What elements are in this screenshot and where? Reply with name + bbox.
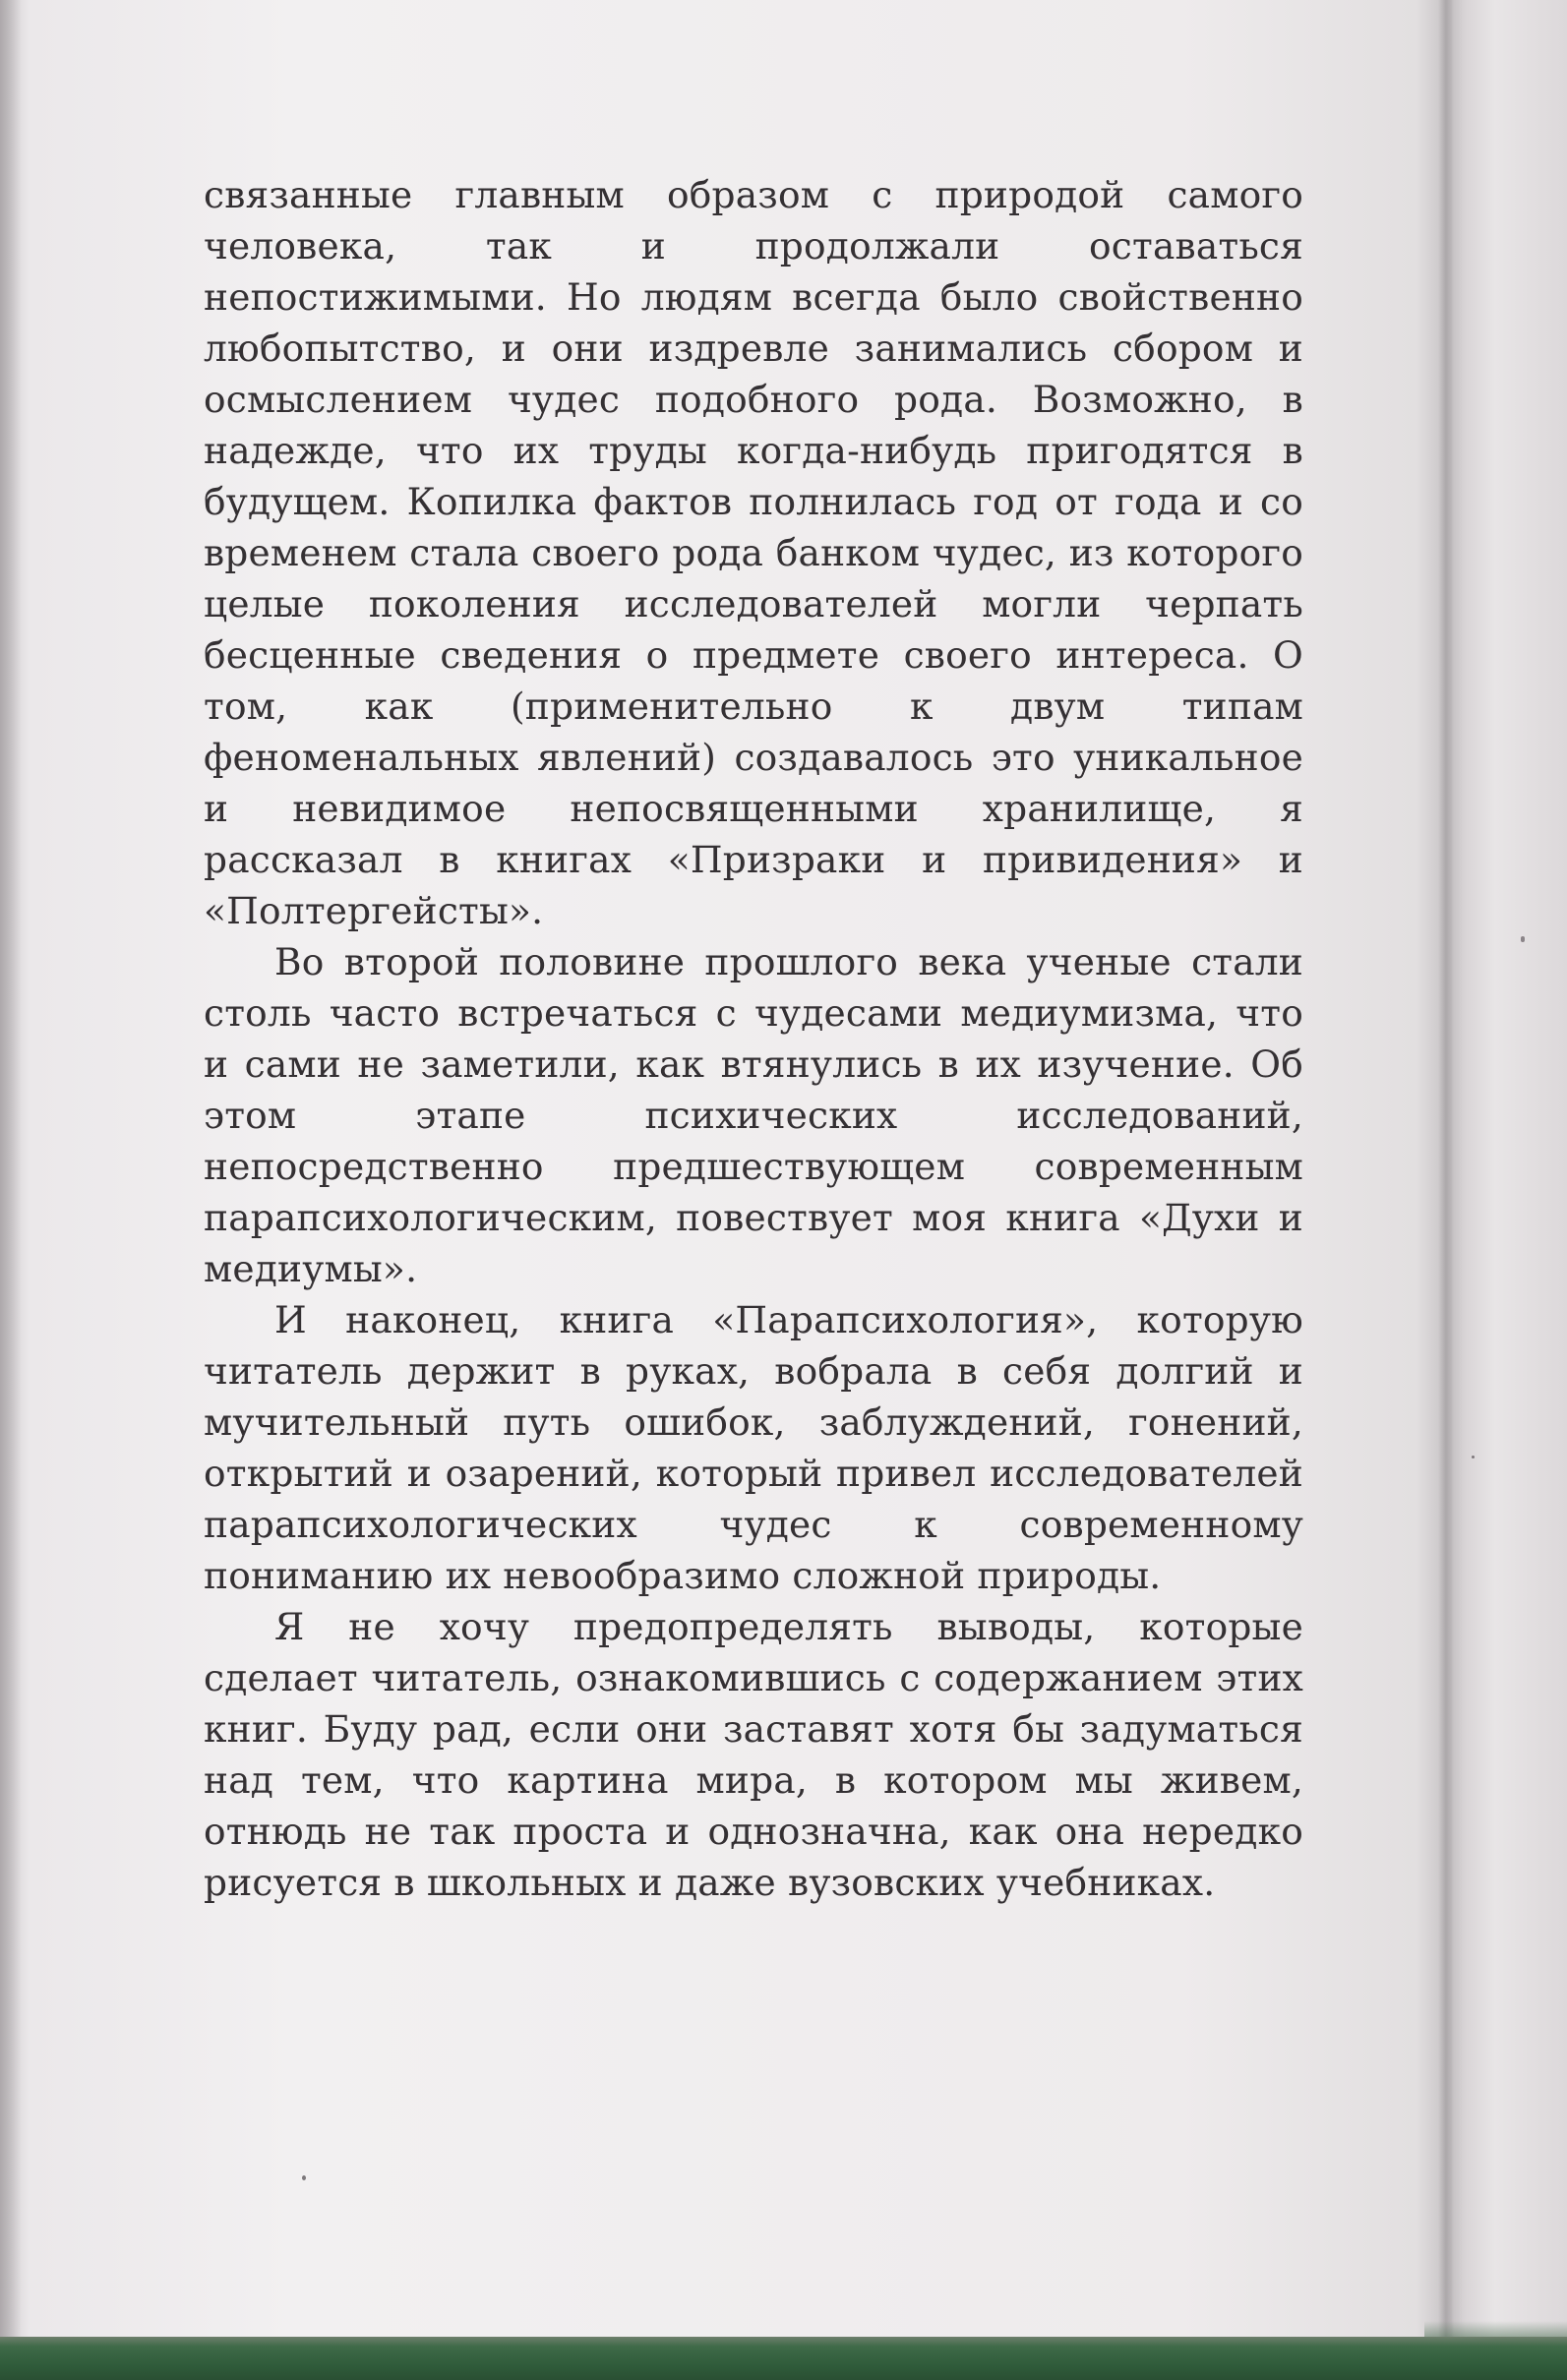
- paragraph-4: Я не хочу предопределять выводы, которые сделает читатель, ознакомившись с содержанием этих книг. Буду рад, если они заставят хотя бы задуматься над тем, что картина мира, в котором мы живем, отнюдь не так проста и однозначна, как она нередко рисуется в школьных и даже вузовских учебниках.: [204, 1605, 1303, 1904]
- book-cover-edge: [0, 2337, 1567, 2380]
- paragraph-2: Во второй половине прошлого века ученые стали столь часто встречаться с чудесами медиумизма, что и сами не заметили, как втянулись в их изучение. Об этом этапе психических исследований, непосредственно предшествующем современным парапсихологическим, повествует моя книга «Духи и медиумы».: [204, 940, 1303, 1290]
- paper-speck: [1472, 1456, 1475, 1458]
- paper-speck: [302, 2175, 306, 2180]
- body-text: [204, 169, 1303, 1908]
- binding-shadow: [0, 0, 22, 2380]
- margin-speck: [1521, 936, 1525, 942]
- paragraph-3: И наконец, книга «Парапсихология», которую читатель держит в руках, вобрала в себя долгий и мучительный путь ошибок, заблуждений, гонений, открытий и озарений, который привел исследователей парапсихологических чудес к современному пониманию их невообразимо сложной природы.: [204, 1298, 1303, 1597]
- page-fold: [1438, 0, 1454, 2341]
- paragraph-1: связанные главным образом с природой самого человека, так и продолжали оставаться непостижимыми. Но людям всегда было свойственно любопытство, и они издревле занимались сбором и осмыслением чудес подобного рода. Возможно, в надежде, что их труды когда-нибудь пригодятся в будущем. Копилка фактов полнилась год от года и со временем стала своего рода банком чудес, из которого целые поколения исследователей могли черпать бесценные сведения о предмете своего интереса. О том, как (применительно к двум типам феноменальных явлений) создавалось это уникальное и невидимое непосвященными хранилище, я рассказал в книгах «Призраки и привидения» и «Полтергейсты».: [204, 173, 1303, 932]
